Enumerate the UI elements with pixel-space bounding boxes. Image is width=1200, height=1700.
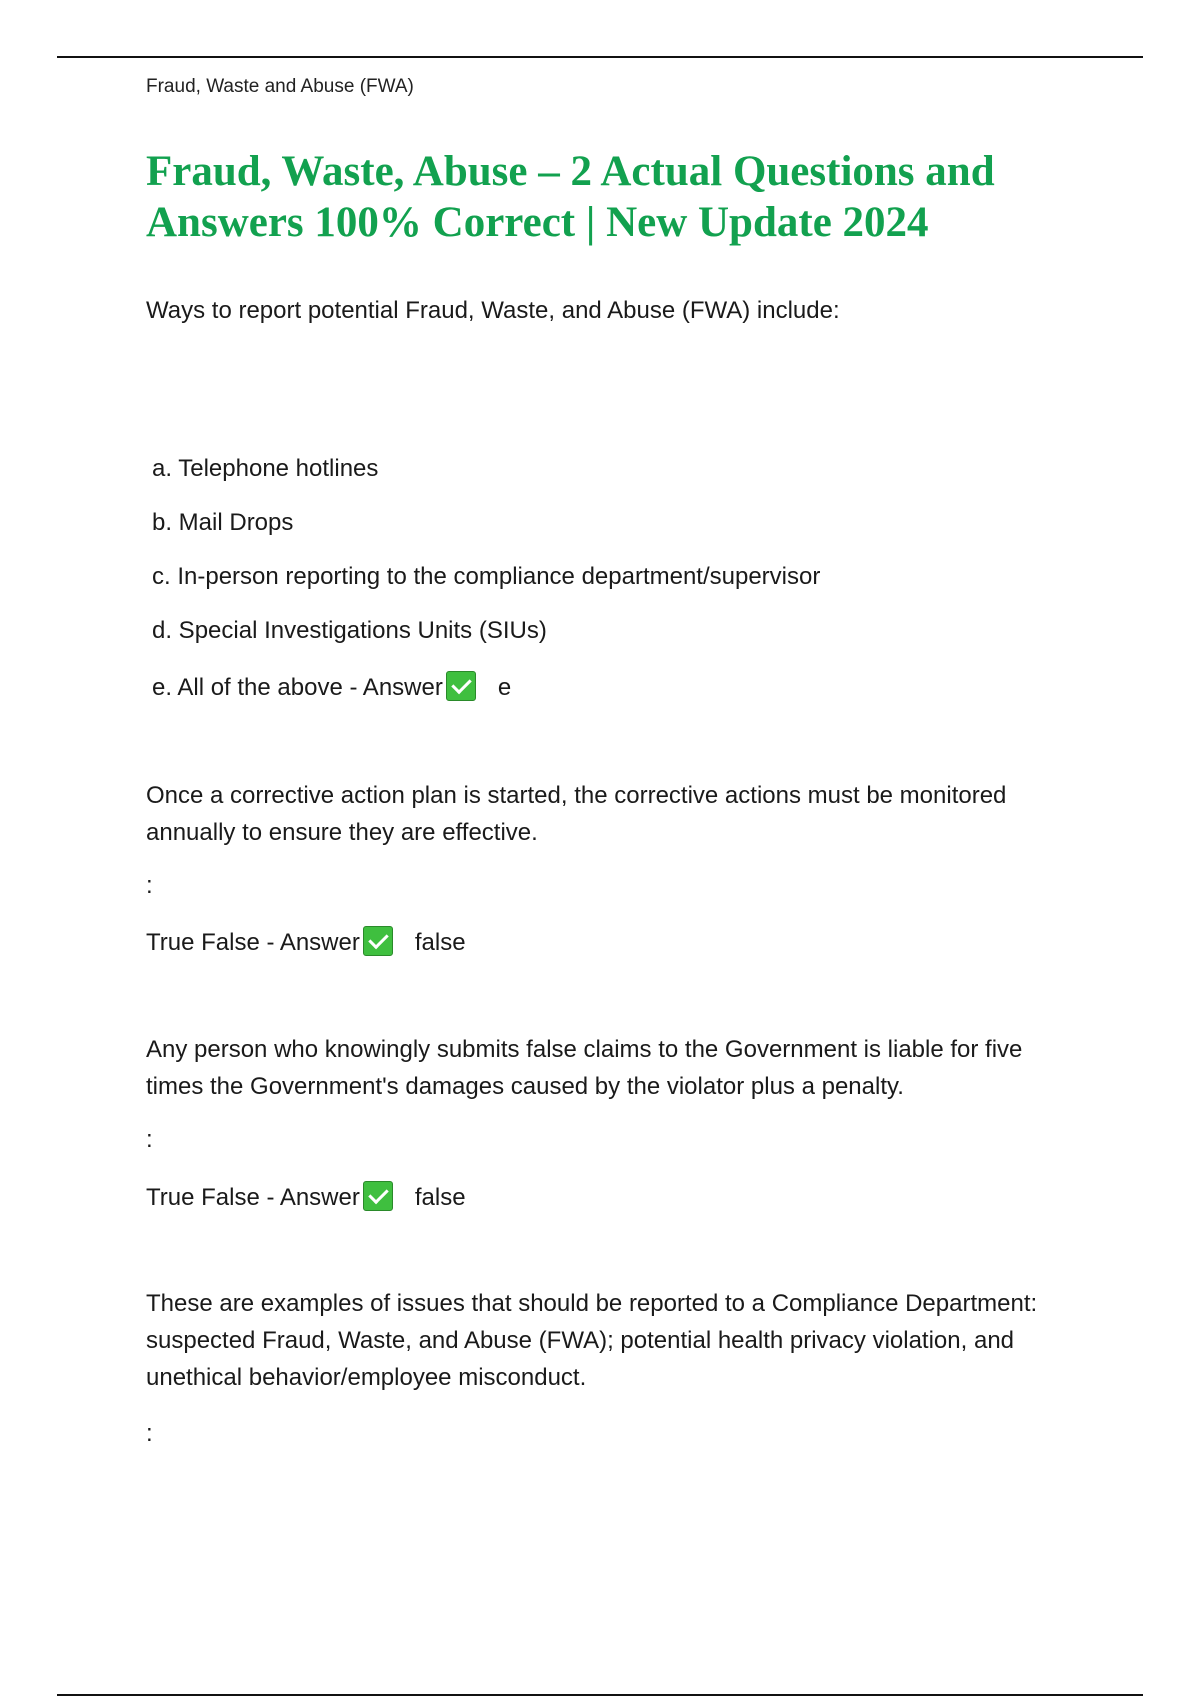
question-2-separator: :: [146, 872, 153, 899]
question-3-answer-label: True False - Answer: [146, 1184, 360, 1211]
question-1-option-d: d. Special Investigations Units (SIUs): [152, 617, 547, 644]
question-1-text: Ways to report potential Fraud, Waste, and Abuse (FWA) include:: [146, 297, 840, 324]
question-3-separator: :: [146, 1126, 153, 1153]
check-mark-icon: [363, 926, 393, 956]
top-rule: [57, 56, 1143, 58]
question-2-answer-value: false: [414, 929, 466, 956]
question-2-answer-line: [146, 926, 466, 959]
question-4-separator: :: [146, 1420, 153, 1447]
question-2-text: Once a corrective action plan is started, the corrective actions must be monitored annually to ensure they are effective.: [146, 782, 1007, 846]
question-2-answer-label: True False - Answer: [146, 929, 360, 956]
question-3-text: Any person who knowingly submits false claims to the Government is liable for five times the Government's damages caused by the violator plus a penalty.: [146, 1036, 1023, 1100]
question-1-answer-label: e. All of the above - Answer: [152, 674, 443, 701]
question-1-answer-line: [152, 671, 511, 704]
check-mark-icon: [363, 1181, 393, 1211]
question-1-option-b: b. Mail Drops: [152, 509, 294, 536]
question-1-answer-value: e: [497, 674, 512, 701]
question-1-option-c: c. In-person reporting to the compliance department/supervisor: [152, 563, 821, 590]
running-head: Fraud, Waste and Abuse (FWA): [146, 76, 414, 97]
question-3-answer-line: [146, 1181, 466, 1214]
document-title: Fraud, Waste, Abuse – 2 Actual Questions and Answers 100% Correct | New Update 2024: [146, 148, 995, 246]
bottom-rule: [57, 1694, 1143, 1696]
question-3-answer-value: false: [414, 1184, 466, 1211]
question-4-text: These are examples of issues that should be reported to a Compliance Department: suspected Fraud, Waste, and Abuse (FWA); potential health privacy violation, and unethical behavior/employee misconduct.: [146, 1290, 1038, 1391]
check-mark-icon: [446, 671, 476, 701]
question-1-option-a: a. Telephone hotlines: [152, 455, 379, 482]
